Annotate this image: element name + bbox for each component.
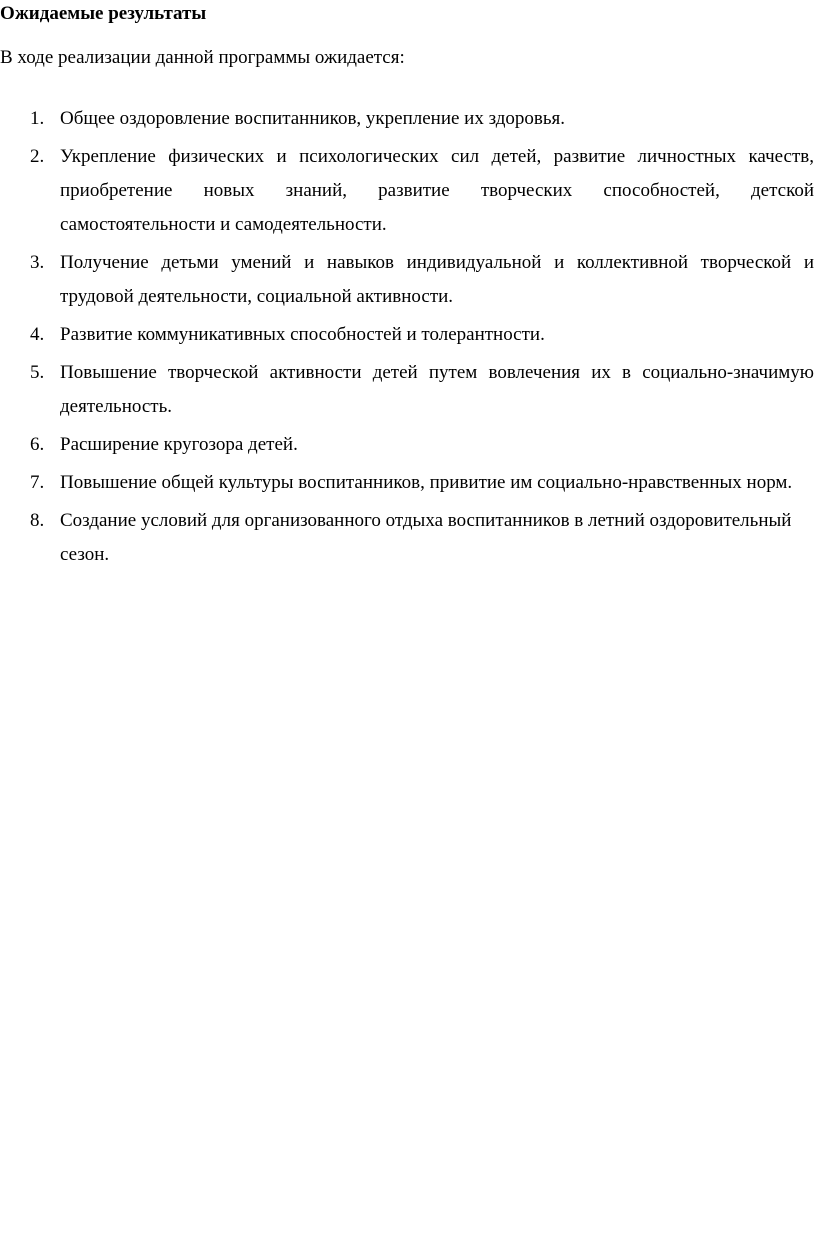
list-item [0, 466, 816, 500]
list-item-number: 2. [30, 146, 45, 167]
list-item-text: Развитие коммуникативных способностей и толерантности. [60, 324, 545, 345]
list-item-number: 3. [30, 252, 45, 273]
list-item-number: 8. [30, 510, 45, 531]
list-item [0, 318, 816, 352]
list-item-number: 5. [30, 362, 45, 383]
list-item-text: Общее оздоровление воспитанников, укрепление их здоровья. [60, 108, 566, 129]
list-item-text: Укрепление физических и психологических сил детей, развитие личностных качеств, приобретение новых знаний, развитие творческих способностей, детской самостоятельности и самодеятельности. [60, 146, 814, 235]
list-item-text: Получение детьми умений и навыков индивидуальной и коллективной творческой и трудовой деятельности, социальной активности. [60, 252, 814, 307]
list-item-text: Повышение творческой активности детей путем вовлечения их в социально-значимую деятельность. [60, 362, 814, 417]
list-item-text: Создание условий для организованного отдыха воспитанников в летний оздоровительный сезон. [60, 510, 792, 565]
list-item-number: 7. [30, 472, 45, 493]
list-item [0, 504, 816, 572]
intro-paragraph: В ходе реализации данной программы ожидается: [0, 47, 405, 68]
list-item [0, 140, 816, 242]
list-item-text: Расширение кругозора детей. [60, 434, 298, 455]
list-item [0, 356, 816, 424]
list-item-number: 1. [30, 108, 45, 129]
list-item [0, 428, 816, 462]
page-title: Ожидаемые результаты [0, 3, 207, 24]
list-item-number: 6. [30, 434, 45, 455]
list-item [0, 246, 816, 314]
list-item-number: 4. [30, 324, 45, 345]
list-item-text: Повышение общей культуры воспитанников, привитие им социально-нравственных норм. [60, 472, 793, 493]
expected-results-list [0, 102, 816, 576]
list-item [0, 102, 816, 136]
